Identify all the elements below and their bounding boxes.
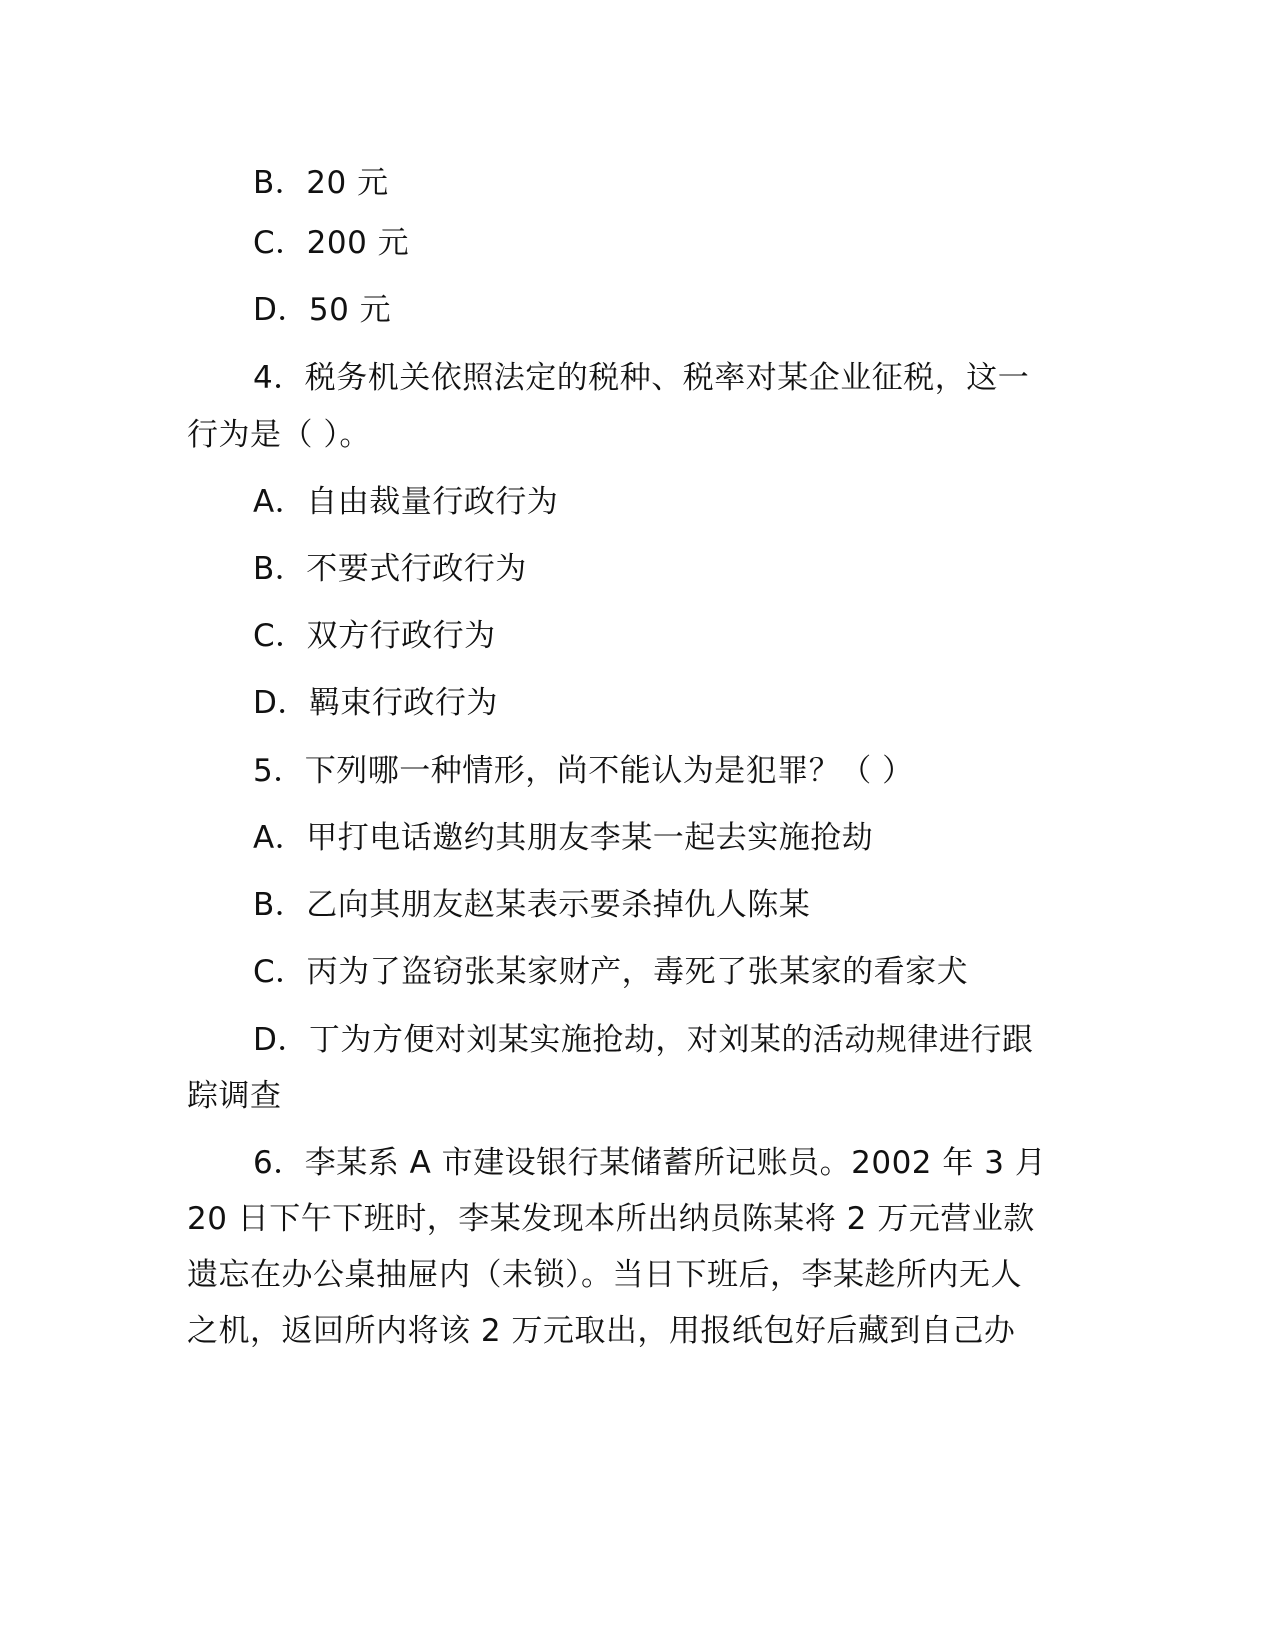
question-6-line-2: 20 日下午下班时，李某发现本所出纳员陈某将 2 万元营业款 <box>187 1201 1035 1237</box>
option-5d-line-1: D．丁为方便对刘某实施抢劫，对刘某的活动规律进行跟 <box>253 1022 1034 1058</box>
option-4d: D．羁束行政行为 <box>253 685 498 721</box>
option-5b: B．乙向其朋友赵某表示要杀掉仇人陈某 <box>253 887 811 923</box>
question-6-line-3: 遗忘在办公桌抽屉内（未锁）。当日下班后，李某趁所内无人 <box>187 1257 1022 1293</box>
option-5c: C．丙为了盗窃张某家财产，毒死了张某家的看家犬 <box>253 954 969 990</box>
option-4b: B．不要式行政行为 <box>253 551 527 587</box>
question-5: 5．下列哪一种情形，尚不能认为是犯罪？（ ） <box>253 753 914 789</box>
option-4a: A．自由裁量行政行为 <box>253 484 559 520</box>
question-4-line-2: 行为是（ ）。 <box>187 417 371 453</box>
option-3c: C．200 元 <box>253 225 410 261</box>
option-4c: C．双方行政行为 <box>253 618 496 654</box>
question-4-line-1: 4．税务机关依照法定的税种、税率对某企业征税，这一 <box>253 360 1030 396</box>
option-5a: A．甲打电话邀约其朋友李某一起去实施抢劫 <box>253 820 874 856</box>
option-5d-line-2: 踪调查 <box>187 1078 282 1114</box>
option-3d: D．50 元 <box>253 292 392 328</box>
question-6-line-4: 之机，返回所内将该 2 万元取出，用报纸包好后藏到自己办 <box>187 1313 1016 1349</box>
question-6-line-1: 6．李某系 A 市建设银行某储蓄所记账员。2002 年 3 月 <box>253 1145 1047 1181</box>
option-3b: B．20 元 <box>253 165 389 201</box>
